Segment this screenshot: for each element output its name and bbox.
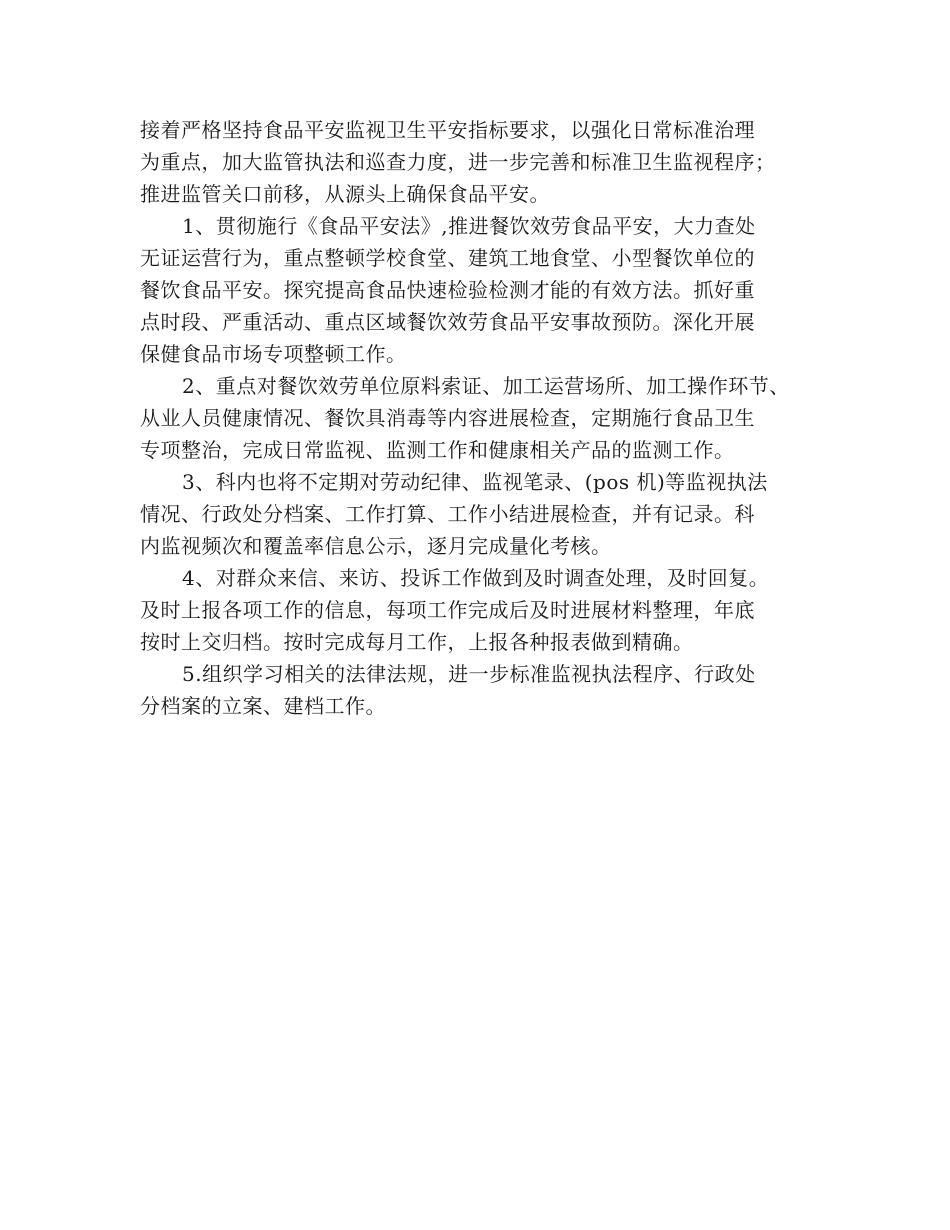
text-line: 推进监管关口前移，从源头上确保食品平安。 (140, 182, 550, 206)
text-line: 为重点，加大监管执法和巡查力度，进一步完善和标准卫生监视程序； (140, 150, 776, 174)
text-line: 点时段、严重活动、重点区域餐饮效劳食品平安事故预防。深化开展 (140, 310, 755, 334)
paragraph-1-start: 1、贯彻施行《食品平安法》,推进餐饮效劳食品平安，大力查处 (182, 214, 756, 238)
text-line: 从业人员健康情况、餐饮具消毒等内容进展检查，定期施行食品卫生 (140, 406, 755, 430)
text-line: 分档案的立案、建档工作。 (140, 694, 386, 718)
paragraph-4-start: 4、对群众来信、来访、投诉工作做到及时调查处理，及时回复。 (182, 566, 770, 590)
text-line: 接着严格坚持食品平安监视卫生平安指标要求，以强化日常标准治理 (140, 118, 755, 142)
text-line: 餐饮食品平安。探究提高食品快速检验检测才能的有效方法。抓好重 (140, 278, 755, 302)
paragraph-3-start: 3、科内也将不定期对劳动纪律、监视笔录、(pos 机)等监视执法 (182, 470, 768, 494)
text-line: 无证运营行为，重点整顿学校食堂、建筑工地食堂、小型餐饮单位的 (140, 246, 755, 270)
text-line: 内监视频次和覆盖率信息公示，逐月完成量化考核。 (140, 534, 612, 558)
paragraph-2-start: 2、重点对餐饮效劳单位原料索证、加工运营场所、加工操作环节、 (182, 374, 790, 398)
text-line: 专项整治，完成日常监视、监测工作和健康相关产品的监测工作。 (140, 438, 735, 462)
text-line: 按时上交归档。按时完成每月工作，上报各种报表做到精确。 (140, 630, 694, 654)
text-line: 情况、行政处分档案、工作打算、工作小结进展检查，并有记录。科 (140, 502, 755, 526)
document-body (140, 114, 830, 722)
paragraph-5-start: 5.组织学习相关的法律法规，进一步标准监视执法程序、行政处 (182, 662, 756, 686)
text-line: 保健食品市场专项整顿工作。 (140, 342, 407, 366)
text-line: 及时上报各项工作的信息，每项工作完成后及时进展材料整理，年底 (140, 598, 755, 622)
